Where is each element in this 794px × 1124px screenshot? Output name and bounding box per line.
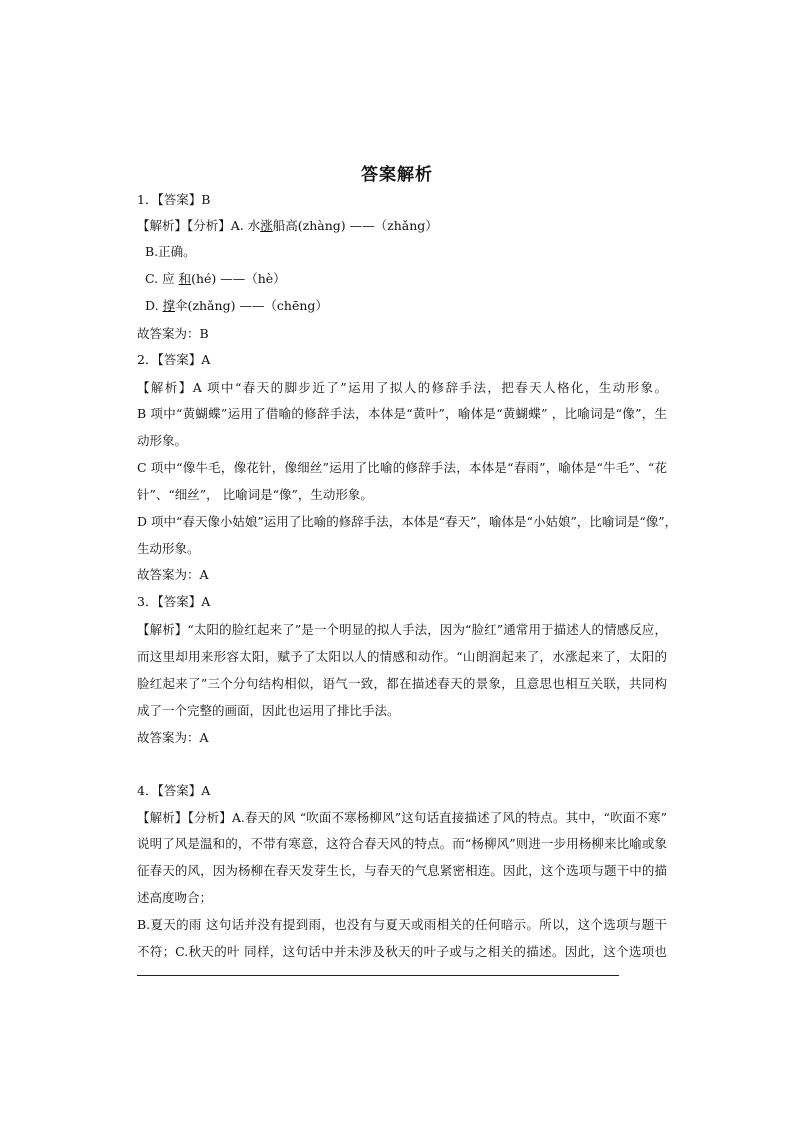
q1-analysis-prefix: 【解析】【分析】A. 水 bbox=[137, 218, 261, 233]
q2-conclusion: 故答案为：A bbox=[137, 567, 209, 582]
q1-option-c-underlined-char: 和 bbox=[178, 271, 192, 286]
q2-analysis-line: C 项中“像牛毛，像花针，像细丝”运用了比喻的修辞手法，本体是“春雨”，喻体是“牛毛”、“花 bbox=[137, 460, 667, 475]
q2-analysis-line: 针”、“细丝”， 比喻词是“像”，生动形象。 bbox=[137, 487, 373, 502]
q1-option-d-suffix: 伞(zhǎng) ——（chēng） bbox=[175, 298, 328, 313]
q2-analysis-line: 动形象。 bbox=[137, 433, 188, 448]
q2-analysis-line: D 项中“春天像小姑娘”运用了比喻的修辞手法，本体是“春天”，喻体是“小姑娘”，比喻词是“像”， bbox=[137, 514, 678, 529]
q1-analysis bbox=[137, 218, 667, 234]
q1-option-d-underlined-char: 撑 bbox=[162, 298, 176, 313]
q3-conclusion: 故答案为：A bbox=[137, 730, 209, 745]
q1-answer: 1．【答案】B bbox=[137, 192, 211, 207]
q4-analysis-line: 说明了风是温和的，不带有寒意，这符合春天风的特点。而“杨柳风”则进一步用杨柳来比喻或象 bbox=[137, 836, 667, 851]
q4-analysis-line: B.夏天的雨 这句话并没有提到雨，也没有与夏天或雨相关的任何暗示。所以，这个选项与题干 bbox=[137, 917, 667, 932]
bottom-divider bbox=[137, 975, 619, 976]
q1-option-b: B.正确。 bbox=[145, 244, 196, 259]
q2-analysis-line: 生动形象。 bbox=[137, 541, 200, 556]
q4-analysis-line: 述高度吻合； bbox=[137, 890, 213, 905]
q3-analysis-line: 成了一个完整的画面，因此也运用了排比手法。 bbox=[137, 703, 400, 718]
q4-analysis-line: 不符；C.秋天的叶 同样，这句话中并未涉及秋天的叶子或与之相关的描述。因此，这个选项也 bbox=[137, 944, 667, 959]
q2-analysis-line: B 项中“黄蝴蝶”运用了借喻的修辞手法，本体是“黄叶”，喻体是“黄蝴蝶” ，比喻词是“像”，生 bbox=[137, 406, 667, 421]
q1-conclusion: 故答案为：B bbox=[137, 326, 209, 341]
q3-analysis-line: 而这里却用来形容太阳，赋予了太阳以人的情感和动作。“山朗润起来了，水涨起来了，太阳的 bbox=[137, 649, 667, 664]
q1-option-d-prefix: D. bbox=[145, 298, 163, 313]
q1-analysis-suffix: 船高(zhàng) ——（zhǎng） bbox=[272, 218, 438, 233]
q3-answer: 3．【答案】A bbox=[137, 594, 211, 609]
q1-option-c-suffix: (hé) ——（hè） bbox=[191, 271, 286, 286]
q2-analysis-line: 【解析】A 项中“春天的脚步近了”运用了拟人的修辞手法，把春天人格化，生动形象。 bbox=[137, 380, 667, 395]
q1-option-d bbox=[145, 298, 675, 314]
q4-analysis-line: 【解析】【分析】A.春天的风 “吹面不寒杨柳风”这句话直接描述了风的特点。其中，“吹面不寒” bbox=[137, 810, 667, 825]
q4-answer: 4．【答案】A bbox=[137, 783, 211, 798]
q1-analysis-underlined-char: 涨 bbox=[260, 218, 273, 233]
page-title: 答案解析 bbox=[361, 165, 433, 185]
q2-answer: 2．【答案】A bbox=[137, 352, 211, 367]
q4-analysis-line: 征春天的风，因为杨柳在春天发芽生长，与春天的气息紧密相连。因此，这个选项与题干中的描 bbox=[137, 863, 667, 878]
q3-analysis-line: 【解析】“太阳的脸红起来了”是一个明显的拟人手法，因为“脸红”通常用于描述人的情感反应， bbox=[137, 622, 667, 637]
q1-option-c-prefix: C. 应 bbox=[145, 271, 179, 286]
q1-option-c bbox=[145, 271, 675, 287]
q3-analysis-line: 脸红起来了”三个分句结构相似，语气一致，都在描述春天的景象，且意思也相互关联，共同构 bbox=[137, 676, 667, 691]
